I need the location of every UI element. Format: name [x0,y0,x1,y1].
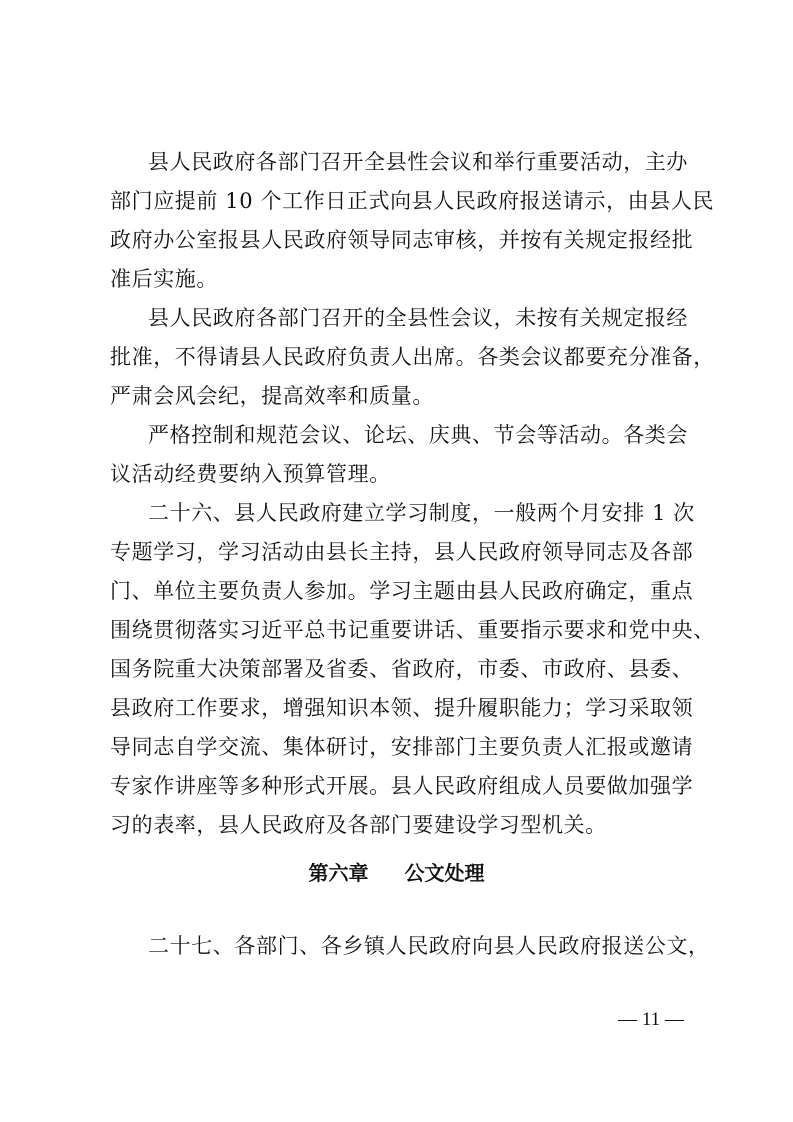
paragraph-4-line-7: 导同志自学交流、集体研讨，安排部门主要负责人汇报或邀请 [110,735,694,759]
paragraph-4-line-4: 围绕贯彻落实习近平总书记重要讲话、重要指示要求和党中央、 [110,618,715,642]
paragraph-2-line-3: 严肃会风会纪，提高效率和质量。 [110,384,434,408]
paragraph-1-line-2: 部门应提前 10 个工作日正式向县人民政府报送请示，由县人民 [110,189,715,213]
paragraph-4-line-6: 县政府工作要求，增强知识本领、提升履职能力；学习采取领 [110,696,694,720]
paragraph-4-line-8: 专家作讲座等多种形式开展。县人民政府组成人员要做加强学 [110,774,694,798]
chapter-number: 第六章 [308,861,369,885]
paragraph-2-line-2: 批准，不得请县人民政府负责人出席。各类会议都要充分准备， [110,345,715,369]
paragraph-5-line-1: 二十七、各部门、各乡镇人民政府向县人民政府报送公文， [148,934,710,958]
paragraph-3-line-2: 议活动经费要纳入预算管理。 [110,462,391,486]
paragraph-3-line-1: 严格控制和规范会议、论坛、庆典、节会等活动。各类会 [148,423,688,447]
paragraph-1-line-4: 准后实施。 [110,267,218,291]
page-number: — 11 — [618,1009,684,1030]
paragraph-1-line-3: 政府办公室报县人民政府领导同志审核，并按有关规定报经批 [110,228,694,252]
chapter-title: 公文处理 [404,861,485,885]
chapter-heading [0,853,793,893]
paragraph-4-line-3: 门、单位主要负责人参加。学习主题由县人民政府确定，重点 [110,579,694,603]
paragraph-1-line-1: 县人民政府各部门召开全县性会议和举行重要活动，主办 [148,150,688,174]
paragraph-2-line-1: 县人民政府各部门召开的全县性会议，未按有关规定报经 [148,306,688,330]
paragraph-4-line-1: 二十六、县人民政府建立学习制度，一般两个月安排 1 次 [148,501,695,525]
paragraph-4-line-2: 专题学习，学习活动由县长主持，县人民政府领导同志及各部 [110,540,694,564]
paragraph-4-line-5: 国务院重大决策部署及省委、省政府，市委、市政府、县委、 [110,657,694,681]
paragraph-4-line-9: 习的表率，县人民政府及各部门要建设学习型机关。 [110,813,607,837]
